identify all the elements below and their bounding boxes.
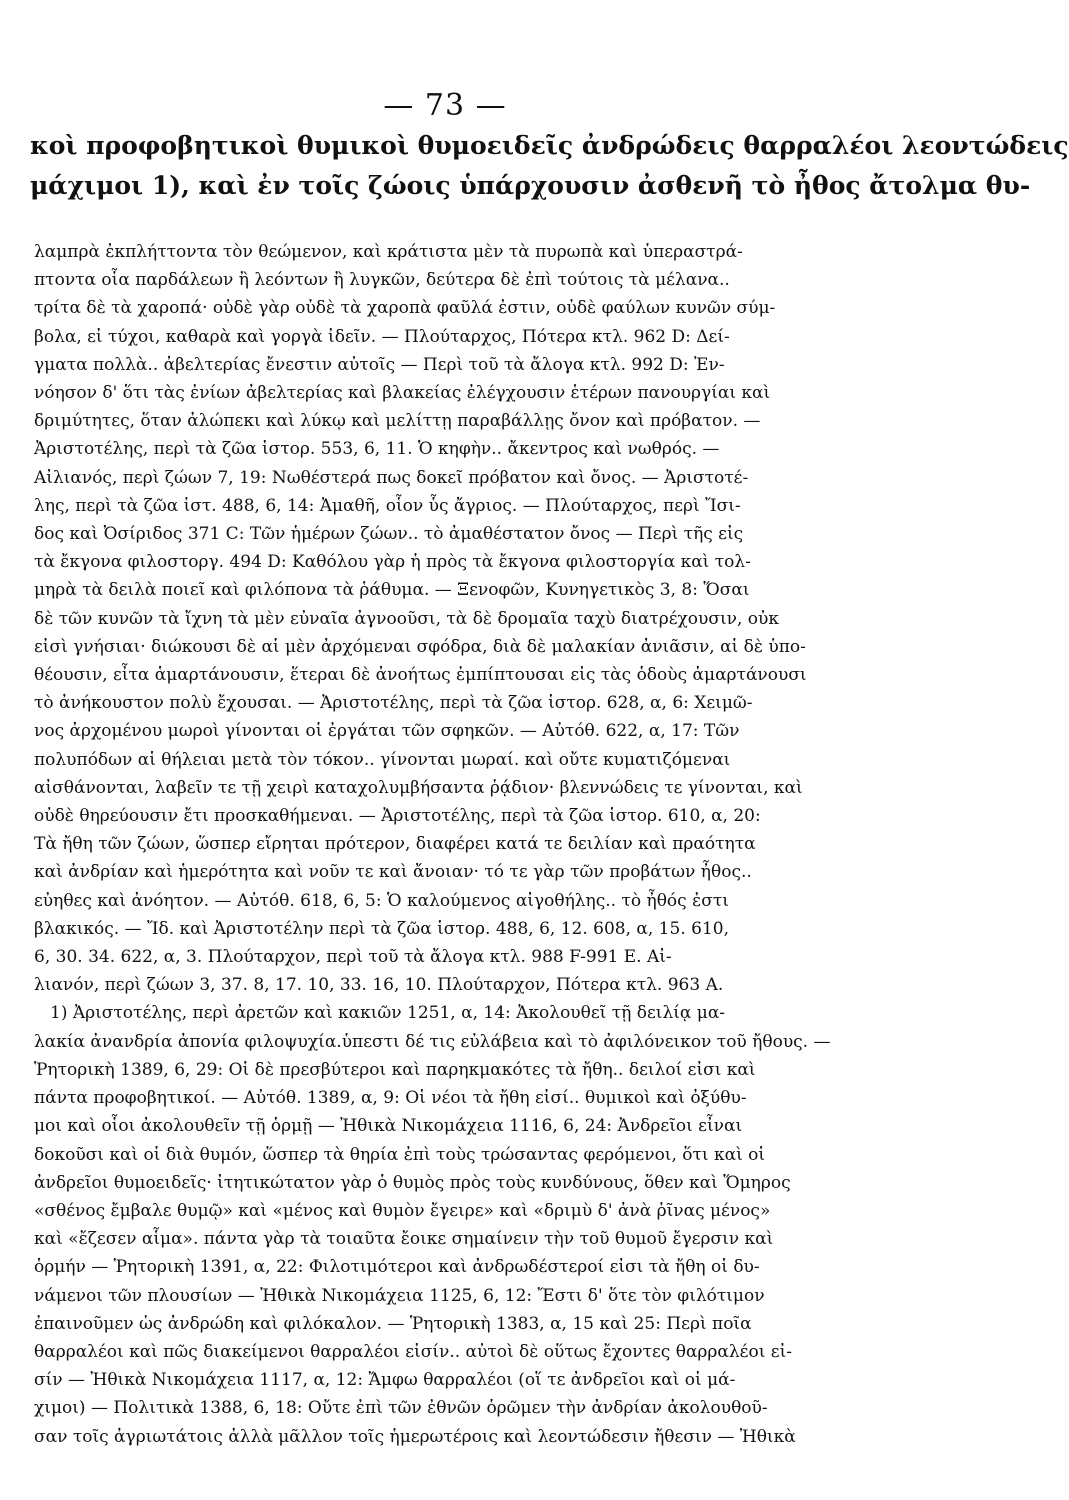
footnote-line: πάντα προφοβητικοί. — Αὐτόθ. 1389, α, 9: Οἱ νέοι τὰ ἤθη εἰσί.. θυμικοὶ καὶ ὀξύθυ- xyxy=(34,1088,747,1109)
main-text-line: μάχιμοι 1), καὶ ἐν τοῖς ζώοις ὑπάρχουσιν ἀσθενῆ τὸ ἦθος ἄτολμα θυ- xyxy=(30,171,1031,200)
footnote-line: 6, 30. 34. 622, α, 3. Πλούταρχον, περὶ τοῦ τὰ ἄλογα κτλ. 988 F-991 E. Αἰ- xyxy=(34,947,672,968)
footnote-line: δριμύτητες, ὅταν ἀλώπεκι καὶ λύκῳ καὶ μελίττῃ παραβάλλῃς ὄνον καὶ πρόβατον. — xyxy=(34,411,761,432)
footnote-line: μηρὰ τὰ δειλὰ ποιεῖ καὶ φιλόπονα τὰ ῥάθυμα. — Ξενοφῶν, Κυνηγετικὸς 3, 8: Ὅσαι xyxy=(34,580,750,601)
footnote-line: χιμοι) — Πολιτικὰ 1388, 6, 18: Οὔτε ἐπὶ τῶν ἐθνῶν ὁρῶμεν τὴν ἀνδρίαν ἀκολουθοῦ- xyxy=(34,1398,768,1419)
footnote-line: δὲ τῶν κυνῶν τὰ ἴχνη τὰ μὲν εὐναῖα ἀγνοοῦσι, τὰ δὲ δρομαῖα ταχὺ διατρέχουσιν, οὐκ xyxy=(34,608,779,629)
footnote-line: πτοντα οἷα παρδάλεων ἢ λεόντων ἢ λυγκῶν, δεύτερα δὲ ἐπὶ τούτοις τὰ μέλανα.. xyxy=(34,270,730,291)
footnote-line: δος καὶ Ὀσίριδος 371 C: Τῶν ἡμέρων ζώων.. τὸ ἀμαθέστατον ὄνος — Περὶ τῆς εἰς xyxy=(34,524,744,545)
footnote-line: εὐηθες καὶ ἀνόητον. — Αὐτόθ. 618, 6, 5: Ὁ καλούμενος αἰγοθήλης.. τὸ ἦθός ἐστι xyxy=(34,890,729,911)
footnote-line: πολυπόδων αἱ θήλειαι μετὰ τὸν τόκον.. γίνονται μωραί. καὶ οὔτε κυματιζόμεναι xyxy=(34,749,731,770)
footnote-line: τὰ ἔκγονα φιλοστοργ. 494 D: Καθόλου γὰρ ἡ πρὸς τὰ ἔκγονα φιλοστοργία καὶ τολ- xyxy=(34,552,751,573)
main-text-line: κοὶ προφοβητικοὶ θυμικοὶ θυμοειδεῖς ἀνδρώδεις θαρραλέοι λεοντώδεις xyxy=(30,131,1069,160)
footnote-line: Τὰ ἤθη τῶν ζώων, ὥσπερ εἴρηται πρότερον, διαφέρει κατά τε δειλίαν καὶ πραότητα xyxy=(34,834,756,855)
footnote-line: λης, περὶ τὰ ζῶα ἱστ. 488, 6, 14: Ἀμαθῆ, οἷον ὗς ἄγριος. — Πλούταρχος, περὶ Ἴσι- xyxy=(34,495,741,516)
footnote-line: νάμενοι τῶν πλουσίων — Ἠθικὰ Νικομάχεια 1125, 6, 12: Ἔστι δ' ὅτε τὸν φιλότιμον xyxy=(34,1285,765,1306)
footnote-line: «σθένος ἔμβαλε θυμῷ» καὶ «μένος καὶ θυμὸν ἔγειρε» καὶ «δριμὺ δ' ἀνὰ ῥῖνας μένος» xyxy=(34,1200,771,1221)
footnote-line: δοκοῦσι καὶ οἱ διὰ θυμόν, ὥσπερ τὰ θηρία ἐπὶ τοὺς τρώσαντας φερόμενοι, ὅτι καὶ οἱ xyxy=(34,1144,766,1165)
footnote-line: ὁρμήν — Ῥητορικὴ 1391, α, 22: Φιλοτιμότεροι καὶ ἀνδρωδέστεροί εἰσι τὰ ἤθη οἱ δυ- xyxy=(34,1257,760,1278)
footnote-line: βολα, εἰ τύχοι, καθαρὰ καὶ γοργὰ ἰδεῖν. — Πλούταρχος, Πότερα κτλ. 962 D: Δεί- xyxy=(34,326,730,347)
footnote-line: καὶ «ἔζεσεν αἷμα». πάντα γὰρ τὰ τοιαῦτα ἔοικε σημαίνειν τὴν τοῦ θυμοῦ ἔγερσιν καὶ xyxy=(34,1229,774,1250)
footnote-line: νος ἀρχομένου μωροὶ γίνονται οἱ ἐργάται τῶν σφηκῶν. — Αὐτόθ. 622, α, 17: Τῶν xyxy=(34,721,740,742)
footnote-line: νόησον δ' ὅτι τὰς ἐνίων ἀβελτερίας καὶ βλακείας ἐλέγχουσιν ἑτέρων πανουργίαι καὶ xyxy=(34,383,771,404)
footnote-line: ἀνδρεῖοι θυμοειδεῖς· ἰτητικώτατον γὰρ ὁ θυμὸς πρὸς τοὺς κυνδύνους, ὅθεν καὶ Ὅμηρος xyxy=(34,1172,791,1193)
footnote-line: Αἰλιανός, περὶ ζώων 7, 19: Νωθέστερά πως δοκεῖ πρόβατον καὶ ὄνος. — Ἀριστοτέ- xyxy=(34,467,749,488)
main-text xyxy=(30,126,1069,206)
footnote-line: τρίτα δὲ τὰ χαροπά· οὐδὲ γὰρ οὐδὲ τὰ χαροπὰ φαῦλά ἐστιν, οὐδὲ φαύλων κυνῶν σύμ- xyxy=(34,298,776,319)
page-number: — 73 — xyxy=(383,88,507,123)
footnote-line: γματα πολλὰ.. ἀβελτερίας ἔνεστιν αὐτοῖς — Περὶ τοῦ τὰ ἄλογα κτλ. 992 D: Ἐν- xyxy=(34,354,725,375)
footnote-line: Ἀριστοτέλης, περὶ τὰ ζῶα ἱστορ. 553, 6, 11. Ὁ κηφὴν.. ἄκεντρος καὶ νωθρός. — xyxy=(34,439,720,460)
footnote-line: λακία ἀνανδρία ἀπονία φιλοψυχία.ὑπεστι δέ τις εὐλάβεια καὶ τὸ ἀφιλόνεικον τοῦ ἤθους. — xyxy=(34,1031,831,1052)
footnotes xyxy=(34,238,870,1451)
footnote-line: τὸ ἀνήκουστον πολὺ ἔχουσαι. — Ἀριστοτέλης, περὶ τὰ ζῶα ἱστορ. 628, α, 6: Χειμῶ- xyxy=(34,693,753,714)
footnote-line: μοι καὶ οἷοι ἀκολουθεῖν τῇ ὁρμῇ — Ἠθικὰ Νικομάχεια 1116, 6, 24: Ἀνδρεῖοι εἶναι xyxy=(34,1116,743,1137)
footnote-line: οὐδὲ θηρεύουσιν ἔτι προσκαθήμεναι. — Ἀριστοτέλης, περὶ τὰ ζῶα ἱστορ. 610, α, 20: xyxy=(34,806,761,827)
footnote-line: καὶ ἀνδρίαν καὶ ἡμερότητα καὶ νοῦν τε καὶ ἄνοιαν· τό τε γὰρ τῶν προβάτων ἦθος.. xyxy=(34,862,752,883)
footnote-line: εἰσὶ γνήσιαι· διώκουσι δὲ αἱ μὲν ἀρχόμεναι σφόδρα, διὰ δὲ μαλακίαν ἀνιᾶσιν, αἱ δὲ ὑπο- xyxy=(34,636,806,657)
footnote-line: 1) Ἀριστοτέλης, περὶ ἀρετῶν καὶ κακιῶν 1251, α, 14: Ἀκολουθεῖ τῇ δειλίᾳ μα- xyxy=(50,1003,726,1024)
footnote-line: θέουσιν, εἶτα ἁμαρτάνουσιν, ἕτεραι δὲ ἀνοήτως ἐμπίπτουσαι εἰς τὰς ὁδοὺς ἁμαρτάνουσι xyxy=(34,665,807,686)
footnote-line: βλακικός. — Ἴδ. καὶ Ἀριστοτέλην περὶ τὰ ζῶα ἱστορ. 488, 6, 12. 608, α, 15. 610, xyxy=(34,918,729,939)
footnote-line: λιανόν, περὶ ζώων 3, 37. 8, 17. 10, 33. 16, 10. Πλούταρχον, Πότερα κτλ. 963 A. xyxy=(34,975,724,996)
footnote-line: Ῥητορικὴ 1389, 6, 29: Οἱ δὲ πρεσβύτεροι καὶ παρηκμακότες τὰ ἤθη.. δειλοί εἰσι καὶ xyxy=(34,1059,756,1080)
footnote-line: αἰσθάνονται, λαβεῖν τε τῇ χειρὶ καταχολυμβήσαντα ῥᾴδιον· βλεννώδεις τε γίνονται, καὶ xyxy=(34,777,803,798)
footnote-line: θαρραλέοι καὶ πῶς διακείμενοι θαρραλέοι εἰσίν.. αὐτοὶ δὲ οὕτως ἔχοντες θαρραλέοι εἰ- xyxy=(34,1341,792,1362)
footnote-line: λαμπρὰ ἐκπλήττοντα τὸν θεώμενον, καὶ κράτιστα μὲν τὰ πυρωπὰ καὶ ὑπεραστρά- xyxy=(34,242,743,262)
footnote-line: σαν τοῖς ἀγριωτάτοις ἀλλὰ μᾶλλον τοῖς ἡμερωτέροις καὶ λεοντώδεσιν ἤθεσιν — Ἠθικὰ xyxy=(34,1426,796,1447)
footnote-line: ἐπαινοῦμεν ὡς ἀνδρώδη καὶ φιλόκαλον. — Ῥητορικὴ 1383, α, 15 καὶ 25: Περὶ ποῖα xyxy=(34,1313,752,1334)
footnote-line: σίν — Ἠθικὰ Νικομάχεια 1117, α, 12: Ἄμφω θαρραλέοι (οἵ τε ἀνδρεῖοι καὶ οἱ μά- xyxy=(34,1370,736,1391)
